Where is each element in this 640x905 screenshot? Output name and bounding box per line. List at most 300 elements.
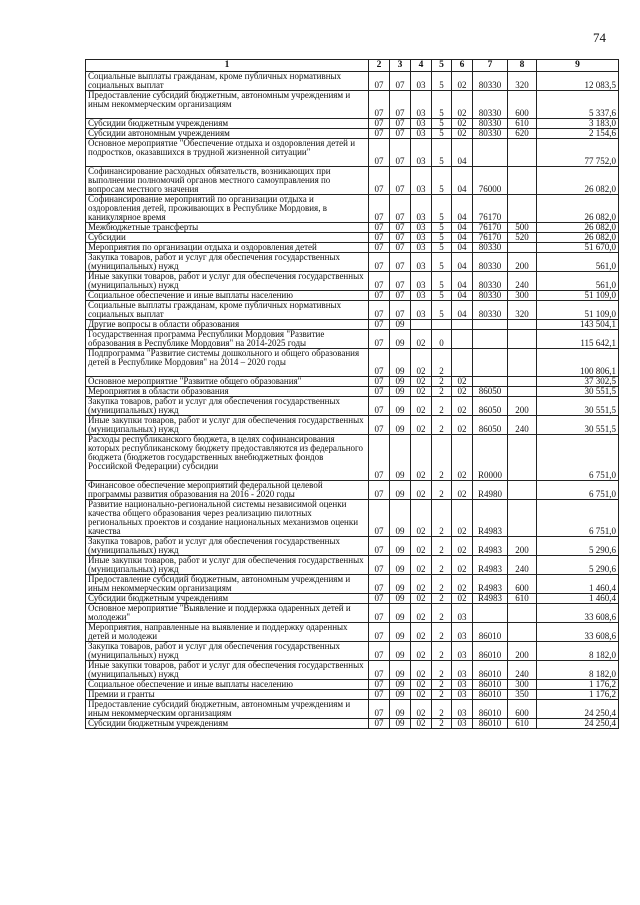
- direction-cell: 76170: [473, 195, 508, 223]
- subprogram-cell: 2: [432, 481, 452, 500]
- program-cell: 02: [411, 700, 432, 719]
- section-cell: 07: [369, 91, 390, 119]
- table-row: [86, 416, 619, 435]
- amount-cell: 77 752,0: [537, 139, 619, 167]
- subsection-cell: 07: [390, 272, 411, 291]
- activity-cell: 02: [452, 556, 473, 575]
- direction-cell: R4980: [473, 481, 508, 500]
- amount-cell: 37 302,5: [537, 377, 619, 387]
- table-row: [86, 500, 619, 537]
- row-name-cell: Основное мероприятие "Развитие общего образования": [86, 377, 369, 387]
- subsection-cell: 09: [390, 604, 411, 623]
- column-header: 7: [473, 60, 508, 72]
- subprogram-cell: 2: [432, 349, 452, 377]
- activity-cell: 03: [452, 719, 473, 729]
- program-cell: 03: [411, 91, 432, 119]
- row-name-cell: Субсидии бюджетным учреждениям: [86, 594, 369, 604]
- direction-cell: [473, 377, 508, 387]
- subsection-cell: 09: [390, 623, 411, 642]
- direction-cell: R4983: [473, 537, 508, 556]
- direction-cell: 80330: [473, 119, 508, 129]
- activity-cell: 04: [452, 223, 473, 233]
- row-name-cell: Субсидии бюджетным учреждениям: [86, 719, 369, 729]
- amount-cell: 8 182,0: [537, 661, 619, 680]
- row-name-cell: Предоставление субсидий бюджетным, автономным учреждениям и иным некоммерческим организациям: [86, 575, 369, 594]
- table-row: [86, 690, 619, 700]
- row-name-cell: Развитие национально-региональной системы независимой оценки качества общего образования через реализацию пилотных региональных проектов и создание национальных механизмов оценки качества: [86, 500, 369, 537]
- section-cell: 07: [369, 690, 390, 700]
- row-name-cell: Иные закупки товаров, работ и услуг для обеспечения государственных (муниципальных) нужд: [86, 272, 369, 291]
- row-name-cell: Расходы республиканского бюджета, в целях софинансирования которых республиканскому бюджету предоставляются из федерального бюджета (бюджетов государственных внебюджетных фондов Российской Федерации) субсидии: [86, 435, 369, 481]
- table-row: [86, 481, 619, 500]
- activity-cell: 02: [452, 129, 473, 139]
- program-cell: 03: [411, 253, 432, 272]
- expense-type-cell: 240: [508, 272, 537, 291]
- table-row: [86, 272, 619, 291]
- expense-type-cell: [508, 604, 537, 623]
- subprogram-cell: 2: [432, 397, 452, 416]
- section-cell: 07: [369, 556, 390, 575]
- program-cell: 02: [411, 680, 432, 690]
- table-row: [86, 377, 619, 387]
- table-row: [86, 700, 619, 719]
- table-row: [86, 623, 619, 642]
- section-cell: 07: [369, 233, 390, 243]
- expense-type-cell: [508, 377, 537, 387]
- direction-cell: 80330: [473, 72, 508, 91]
- expense-type-cell: 240: [508, 416, 537, 435]
- activity-cell: 03: [452, 690, 473, 700]
- subsection-cell: 07: [390, 253, 411, 272]
- direction-cell: 80330: [473, 91, 508, 119]
- activity-cell: [452, 349, 473, 377]
- activity-cell: 03: [452, 642, 473, 661]
- direction-cell: 86010: [473, 690, 508, 700]
- table-row: [86, 397, 619, 416]
- section-cell: 07: [369, 719, 390, 729]
- section-cell: 07: [369, 661, 390, 680]
- subsection-cell: 09: [390, 320, 411, 330]
- row-name-cell: Субсидии бюджетным учреждениям: [86, 119, 369, 129]
- amount-cell: 115 642,1: [537, 330, 619, 349]
- activity-cell: 02: [452, 119, 473, 129]
- table-row: [86, 119, 619, 129]
- subsection-cell: 09: [390, 481, 411, 500]
- row-name-cell: Другие вопросы в области образования: [86, 320, 369, 330]
- program-cell: 02: [411, 661, 432, 680]
- expense-type-cell: 300: [508, 680, 537, 690]
- column-header: 4: [411, 60, 432, 72]
- amount-cell: 26 082,0: [537, 195, 619, 223]
- program-cell: 02: [411, 537, 432, 556]
- amount-cell: 8 182,0: [537, 642, 619, 661]
- amount-cell: 33 608,6: [537, 623, 619, 642]
- table-row: [86, 72, 619, 91]
- section-cell: 07: [369, 272, 390, 291]
- activity-cell: 04: [452, 253, 473, 272]
- direction-cell: [473, 320, 508, 330]
- section-cell: 07: [369, 139, 390, 167]
- column-header: 3: [390, 60, 411, 72]
- expense-type-cell: [508, 330, 537, 349]
- row-name-cell: Софинансирование мероприятий по организации отдыха и оздоровления детей, проживающих в Республике Мордовия, в каникулярное время: [86, 195, 369, 223]
- row-name-cell: Иные закупки товаров, работ и услуг для обеспечения государственных (муниципальных) нужд: [86, 556, 369, 575]
- row-name-cell: Софинансирование расходных обязательств, возникающих при выполнении полномочий органов местного самоуправления по вопросам местного значения: [86, 167, 369, 195]
- row-name-cell: Социальные выплаты гражданам, кроме публичных нормативных социальных выплат: [86, 301, 369, 320]
- subprogram-cell: 5: [432, 272, 452, 291]
- program-cell: 02: [411, 416, 432, 435]
- expense-type-cell: 200: [508, 642, 537, 661]
- subsection-cell: 09: [390, 556, 411, 575]
- amount-cell: 12 083,5: [537, 72, 619, 91]
- subsection-cell: 09: [390, 500, 411, 537]
- subsection-cell: 09: [390, 661, 411, 680]
- amount-cell: 51 109,0: [537, 301, 619, 320]
- row-name-cell: Субсидии: [86, 233, 369, 243]
- table-row: [86, 661, 619, 680]
- subsection-cell: 09: [390, 349, 411, 377]
- column-header: 6: [452, 60, 473, 72]
- row-name-cell: Мероприятия по организации отдыха и оздоровления детей: [86, 243, 369, 253]
- subsection-cell: 07: [390, 119, 411, 129]
- program-cell: 03: [411, 291, 432, 301]
- section-cell: 07: [369, 330, 390, 349]
- amount-cell: 1 460,4: [537, 575, 619, 594]
- amount-cell: 5 290,6: [537, 537, 619, 556]
- row-name-cell: Закупка товаров, работ и услуг для обеспечения государственных (муниципальных) нужд: [86, 537, 369, 556]
- subsection-cell: 07: [390, 243, 411, 253]
- row-name-cell: Финансовое обеспечение мероприятий федеральной целевой программы развития образования на 2016 - 2020 годы: [86, 481, 369, 500]
- amount-cell: 100 806,1: [537, 349, 619, 377]
- table-row: [86, 195, 619, 223]
- amount-cell: 143 504,1: [537, 320, 619, 330]
- column-header: 2: [369, 60, 390, 72]
- table-row: [86, 680, 619, 690]
- subsection-cell: 07: [390, 167, 411, 195]
- section-cell: 07: [369, 623, 390, 642]
- table-row: [86, 642, 619, 661]
- direction-cell: R4983: [473, 594, 508, 604]
- amount-cell: 24 250,4: [537, 719, 619, 729]
- direction-cell: 80330: [473, 272, 508, 291]
- direction-cell: [473, 604, 508, 623]
- program-cell: 03: [411, 167, 432, 195]
- subprogram-cell: 5: [432, 195, 452, 223]
- expense-type-cell: [508, 623, 537, 642]
- table-row: [86, 253, 619, 272]
- program-cell: 02: [411, 481, 432, 500]
- subsection-cell: 07: [390, 223, 411, 233]
- section-cell: 07: [369, 680, 390, 690]
- row-name-cell: Закупка товаров, работ и услуг для обеспечения государственных (муниципальных) нужд: [86, 642, 369, 661]
- expense-type-cell: 200: [508, 537, 537, 556]
- direction-cell: 76170: [473, 233, 508, 243]
- subprogram-cell: 2: [432, 604, 452, 623]
- subprogram-cell: 2: [432, 690, 452, 700]
- expense-type-cell: [508, 349, 537, 377]
- subsection-cell: 09: [390, 594, 411, 604]
- section-cell: 07: [369, 594, 390, 604]
- section-cell: 07: [369, 435, 390, 481]
- subprogram-cell: 5: [432, 233, 452, 243]
- program-cell: 02: [411, 435, 432, 481]
- section-cell: 07: [369, 243, 390, 253]
- subsection-cell: 09: [390, 642, 411, 661]
- table-body: [86, 72, 619, 729]
- activity-cell: 02: [452, 387, 473, 397]
- subprogram-cell: 5: [432, 243, 452, 253]
- expense-type-cell: 300: [508, 291, 537, 301]
- section-cell: 07: [369, 397, 390, 416]
- expense-type-cell: [508, 387, 537, 397]
- row-name-cell: Основное мероприятие "Выявление и поддержка одаренных детей и молодежи": [86, 604, 369, 623]
- section-cell: 07: [369, 253, 390, 272]
- table-row: [86, 233, 619, 243]
- activity-cell: 03: [452, 623, 473, 642]
- subprogram-cell: 0: [432, 330, 452, 349]
- subprogram-cell: 2: [432, 556, 452, 575]
- row-name-cell: Подпрограмма "Развитие системы дошкольного и общего образования детей в Республике Мордовия" на 2014 – 2020 годы: [86, 349, 369, 377]
- section-cell: 07: [369, 291, 390, 301]
- amount-cell: 2 154,6: [537, 129, 619, 139]
- program-cell: 02: [411, 623, 432, 642]
- activity-cell: 04: [452, 167, 473, 195]
- section-cell: 07: [369, 387, 390, 397]
- activity-cell: 04: [452, 291, 473, 301]
- subprogram-cell: 2: [432, 594, 452, 604]
- direction-cell: 86050: [473, 387, 508, 397]
- subsection-cell: 09: [390, 416, 411, 435]
- column-header: 9: [537, 60, 619, 72]
- direction-cell: 86010: [473, 642, 508, 661]
- program-cell: 02: [411, 330, 432, 349]
- row-name-cell: Иные закупки товаров, работ и услуг для обеспечения государственных (муниципальных) нужд: [86, 661, 369, 680]
- activity-cell: 04: [452, 272, 473, 291]
- table-row: [86, 243, 619, 253]
- amount-cell: 33 608,6: [537, 604, 619, 623]
- subprogram-cell: 5: [432, 291, 452, 301]
- subprogram-cell: 2: [432, 416, 452, 435]
- amount-cell: 26 082,0: [537, 167, 619, 195]
- activity-cell: 02: [452, 500, 473, 537]
- expense-type-cell: [508, 195, 537, 223]
- table-row: [86, 167, 619, 195]
- activity-cell: 02: [452, 397, 473, 416]
- section-cell: 07: [369, 500, 390, 537]
- program-cell: 02: [411, 556, 432, 575]
- subprogram-cell: 2: [432, 500, 452, 537]
- subprogram-cell: 5: [432, 91, 452, 119]
- activity-cell: 02: [452, 575, 473, 594]
- activity-cell: 03: [452, 680, 473, 690]
- program-cell: 02: [411, 604, 432, 623]
- column-header: 1: [86, 60, 369, 72]
- table-row: [86, 719, 619, 729]
- amount-cell: 6 751,0: [537, 435, 619, 481]
- program-cell: 03: [411, 119, 432, 129]
- subprogram-cell: 5: [432, 72, 452, 91]
- activity-cell: 02: [452, 537, 473, 556]
- amount-cell: 30 551,5: [537, 387, 619, 397]
- section-cell: 07: [369, 575, 390, 594]
- subsection-cell: 09: [390, 537, 411, 556]
- activity-cell: [452, 320, 473, 330]
- section-cell: 07: [369, 72, 390, 91]
- direction-cell: 80330: [473, 291, 508, 301]
- row-name-cell: Государственная программа Республики Мордовия "Развитие образования в Республике Мордовия" на 2014-2025 годы: [86, 330, 369, 349]
- row-name-cell: Закупка товаров, работ и услуг для обеспечения государственных (муниципальных) нужд: [86, 397, 369, 416]
- table-row: [86, 223, 619, 233]
- table-row: [86, 575, 619, 594]
- subprogram-cell: [432, 320, 452, 330]
- table-row: [86, 594, 619, 604]
- direction-cell: 80330: [473, 129, 508, 139]
- section-cell: 07: [369, 167, 390, 195]
- subprogram-cell: 2: [432, 719, 452, 729]
- direction-cell: 80330: [473, 301, 508, 320]
- amount-cell: 24 250,4: [537, 700, 619, 719]
- subsection-cell: 09: [390, 397, 411, 416]
- row-name-cell: Основное мероприятие "Обеспечение отдыха и оздоровления детей и подростков, оказавшихся в трудной жизненной ситуации": [86, 139, 369, 167]
- table-row: [86, 330, 619, 349]
- direction-cell: 86010: [473, 700, 508, 719]
- activity-cell: 04: [452, 301, 473, 320]
- expense-type-cell: [508, 481, 537, 500]
- program-cell: 02: [411, 377, 432, 387]
- amount-cell: 6 751,0: [537, 481, 619, 500]
- direction-cell: 86010: [473, 623, 508, 642]
- program-cell: 03: [411, 139, 432, 167]
- amount-cell: 5 337,6: [537, 91, 619, 119]
- page-number: 74: [593, 30, 606, 45]
- program-cell: [411, 320, 432, 330]
- row-name-cell: Премии и гранты: [86, 690, 369, 700]
- activity-cell: 04: [452, 233, 473, 243]
- expense-type-cell: 200: [508, 397, 537, 416]
- subprogram-cell: 2: [432, 661, 452, 680]
- expense-type-cell: 350: [508, 690, 537, 700]
- program-cell: 03: [411, 301, 432, 320]
- section-cell: 07: [369, 604, 390, 623]
- activity-cell: 04: [452, 139, 473, 167]
- section-cell: 07: [369, 129, 390, 139]
- program-cell: 03: [411, 72, 432, 91]
- expense-type-cell: [508, 320, 537, 330]
- row-name-cell: Субсидии автономным учреждениям: [86, 129, 369, 139]
- activity-cell: 02: [452, 377, 473, 387]
- table-row: [86, 556, 619, 575]
- row-name-cell: Социальное обеспечение и иные выплаты населению: [86, 291, 369, 301]
- amount-cell: 561,0: [537, 272, 619, 291]
- direction-cell: [473, 330, 508, 349]
- program-cell: 03: [411, 233, 432, 243]
- budget-table: [85, 59, 619, 729]
- expense-type-cell: 200: [508, 253, 537, 272]
- section-cell: 07: [369, 349, 390, 377]
- activity-cell: 04: [452, 195, 473, 223]
- row-name-cell: Межбюджетные трансферты: [86, 223, 369, 233]
- amount-cell: 5 290,6: [537, 556, 619, 575]
- row-name-cell: Мероприятия в области образования: [86, 387, 369, 397]
- subprogram-cell: 2: [432, 642, 452, 661]
- subsection-cell: 07: [390, 91, 411, 119]
- direction-cell: R0000: [473, 435, 508, 481]
- amount-cell: 26 082,0: [537, 223, 619, 233]
- table-row: [86, 91, 619, 119]
- amount-cell: 51 109,0: [537, 291, 619, 301]
- row-name-cell: Предоставление субсидий бюджетным, автономным учреждениям и иным некоммерческим организациям: [86, 700, 369, 719]
- row-name-cell: Социальное обеспечение и иные выплаты населению: [86, 680, 369, 690]
- subprogram-cell: 2: [432, 575, 452, 594]
- subsection-cell: 09: [390, 377, 411, 387]
- subprogram-cell: 2: [432, 537, 452, 556]
- direction-cell: 80330: [473, 243, 508, 253]
- subsection-cell: 09: [390, 435, 411, 481]
- activity-cell: 03: [452, 700, 473, 719]
- section-cell: 07: [369, 377, 390, 387]
- program-cell: 02: [411, 594, 432, 604]
- activity-cell: 03: [452, 604, 473, 623]
- table-row: [86, 139, 619, 167]
- subprogram-cell: 2: [432, 387, 452, 397]
- direction-cell: 86010: [473, 661, 508, 680]
- amount-cell: 6 751,0: [537, 500, 619, 537]
- direction-cell: 86010: [473, 719, 508, 729]
- subsection-cell: 07: [390, 291, 411, 301]
- section-cell: 07: [369, 416, 390, 435]
- direction-cell: R4983: [473, 500, 508, 537]
- table-row: [86, 320, 619, 330]
- section-cell: 07: [369, 195, 390, 223]
- row-name-cell: Предоставление субсидий бюджетным, автономным учреждениям и иным некоммерческим организациям: [86, 91, 369, 119]
- subsection-cell: 07: [390, 233, 411, 243]
- expense-type-cell: 610: [508, 594, 537, 604]
- expense-type-cell: 240: [508, 661, 537, 680]
- direction-cell: 86050: [473, 416, 508, 435]
- subprogram-cell: 5: [432, 253, 452, 272]
- activity-cell: 02: [452, 481, 473, 500]
- row-name-cell: Мероприятия, направленные на выявление и поддержку одаренных детей и молодежи: [86, 623, 369, 642]
- table-row: [86, 435, 619, 481]
- expense-type-cell: [508, 167, 537, 195]
- expense-type-cell: 320: [508, 72, 537, 91]
- section-cell: 07: [369, 320, 390, 330]
- direction-cell: [473, 139, 508, 167]
- expense-type-cell: 600: [508, 91, 537, 119]
- subprogram-cell: 2: [432, 435, 452, 481]
- program-cell: 02: [411, 719, 432, 729]
- section-cell: 07: [369, 642, 390, 661]
- subsection-cell: 09: [390, 680, 411, 690]
- table-row: [86, 291, 619, 301]
- program-cell: 02: [411, 500, 432, 537]
- direction-cell: 80330: [473, 253, 508, 272]
- program-cell: 03: [411, 129, 432, 139]
- expense-type-cell: 320: [508, 301, 537, 320]
- subsection-cell: 09: [390, 719, 411, 729]
- activity-cell: 02: [452, 72, 473, 91]
- activity-cell: 02: [452, 435, 473, 481]
- table-row: [86, 604, 619, 623]
- expense-type-cell: [508, 500, 537, 537]
- subsection-cell: 09: [390, 700, 411, 719]
- column-header: 5: [432, 60, 452, 72]
- table-row: [86, 301, 619, 320]
- expense-type-cell: 600: [508, 700, 537, 719]
- amount-cell: 3 183,0: [537, 119, 619, 129]
- direction-cell: R4983: [473, 556, 508, 575]
- amount-cell: 51 670,0: [537, 243, 619, 253]
